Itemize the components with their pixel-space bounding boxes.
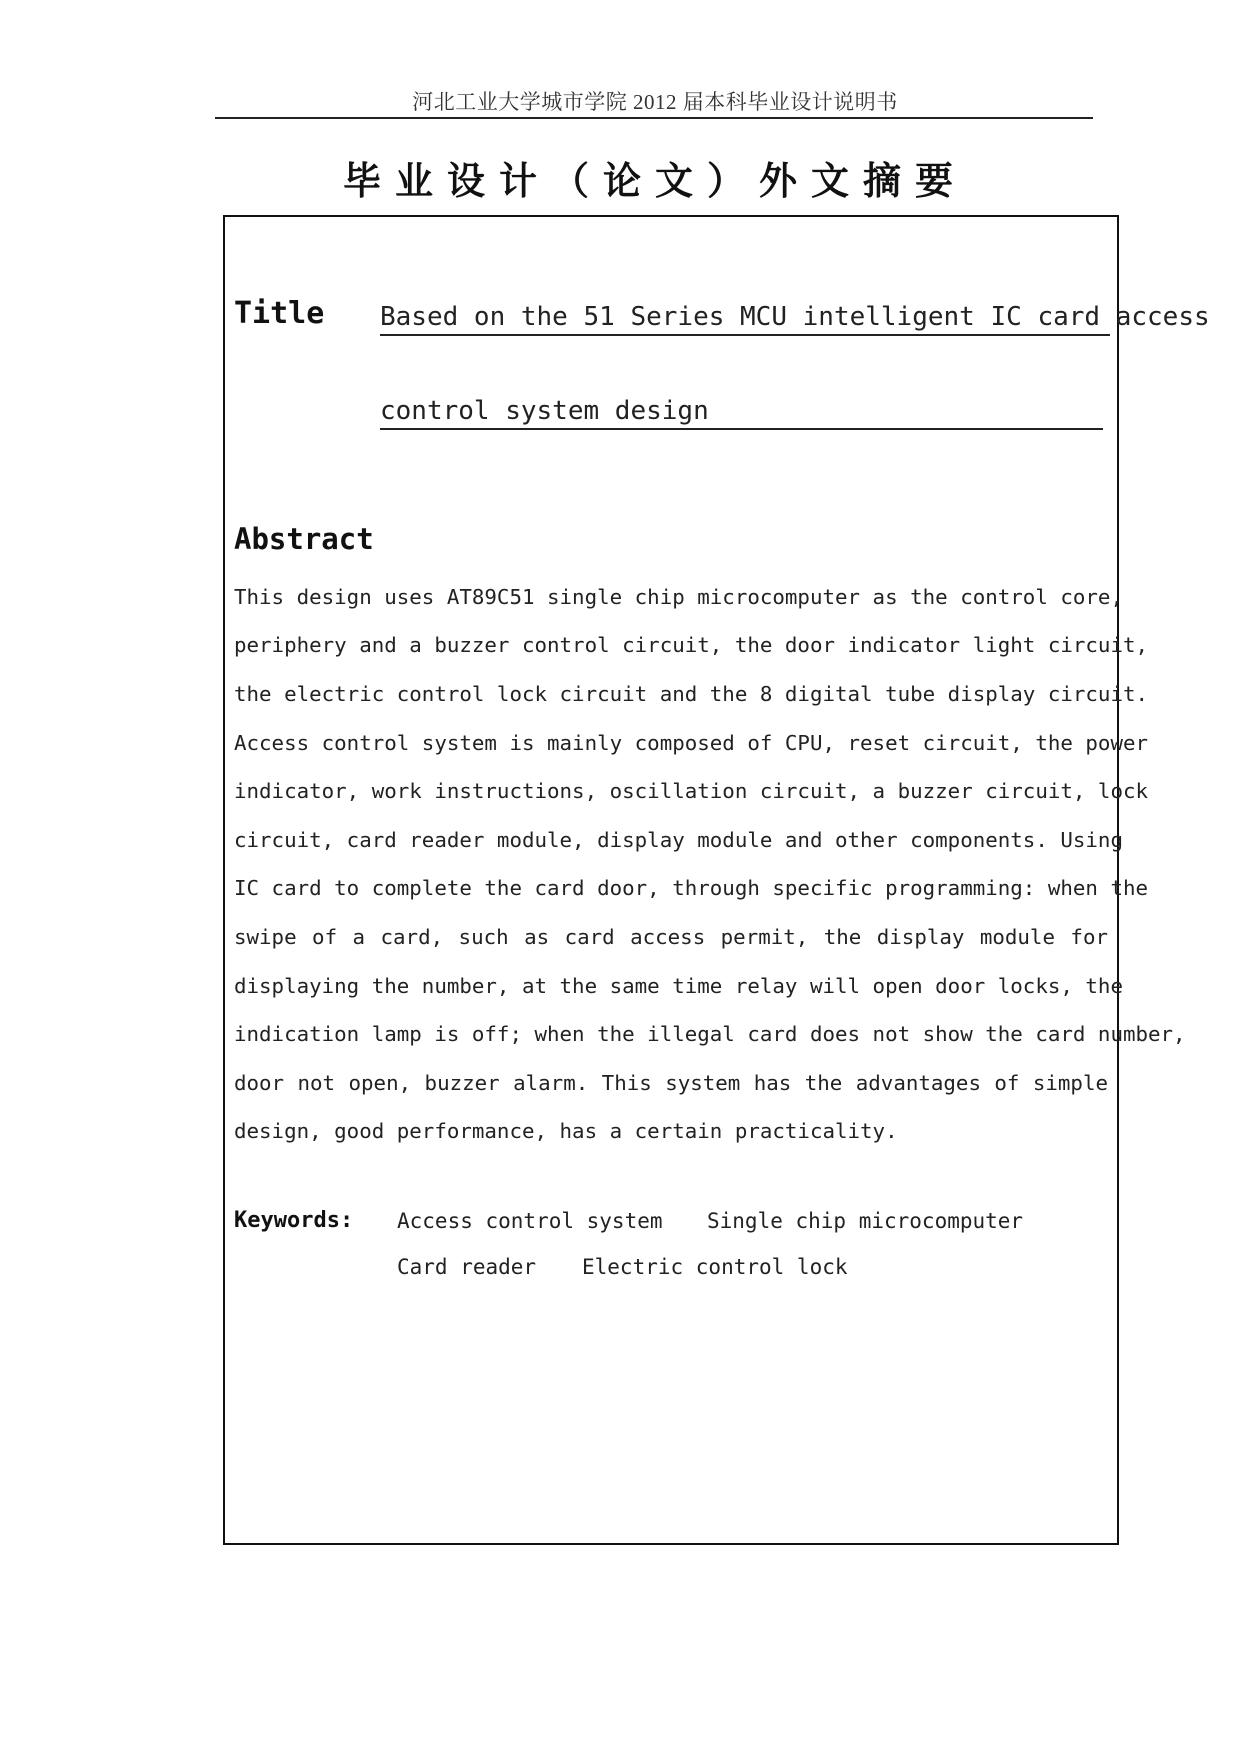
keyword: Access control system [397, 1209, 663, 1233]
abstract-line: design, good performance, has a certain practicality. [234, 1119, 898, 1143]
abstract-line: periphery and a buzzer control circuit, the door indicator light circuit, [234, 633, 1149, 657]
abstract-line: swipe of a card, such as card access permit, the display module for [234, 925, 1108, 949]
abstract-heading: Abstract [234, 522, 374, 556]
abstract-line: the electric control lock circuit and the 8 digital tube display circuit. [234, 682, 1149, 706]
keywords-label: Keywords: [234, 1208, 354, 1233]
title-text-line-2: control system design [380, 394, 1103, 430]
keyword: Card reader [397, 1255, 537, 1279]
keyword: Electric control lock [582, 1255, 848, 1279]
document-title: 毕业设计（论文）外文摘要 [342, 158, 967, 203]
abstract-line: displaying the number, at the same time relay will open door locks, the [234, 974, 1123, 998]
title-text-line-1: Based on the 51 Series MCU intelligent IC card access [380, 300, 1110, 336]
running-header: 河北工业大学城市学院 2012 届本科毕业设计说明书 [412, 90, 898, 114]
keyword: Single chip microcomputer [707, 1209, 1024, 1233]
abstract-line: Access control system is mainly composed of CPU, reset circuit, the power [234, 731, 1149, 755]
abstract-line: circuit, card reader module, display module and other components. Using [234, 828, 1123, 852]
header-divider [215, 117, 1093, 119]
abstract-line: IC card to complete the card door, through specific programming: when the [234, 876, 1149, 900]
abstract-line: indication lamp is off; when the illegal card does not show the card number, [234, 1022, 1186, 1046]
abstract-line: indicator, work instructions, oscillation circuit, a buzzer circuit, lock [234, 779, 1149, 803]
abstract-line: This design uses AT89C51 single chip microcomputer as the control core, [234, 585, 1123, 609]
title-label: Title [234, 296, 325, 331]
abstract-line: door not open, buzzer alarm. This system has the advantages of simple [234, 1071, 1108, 1095]
